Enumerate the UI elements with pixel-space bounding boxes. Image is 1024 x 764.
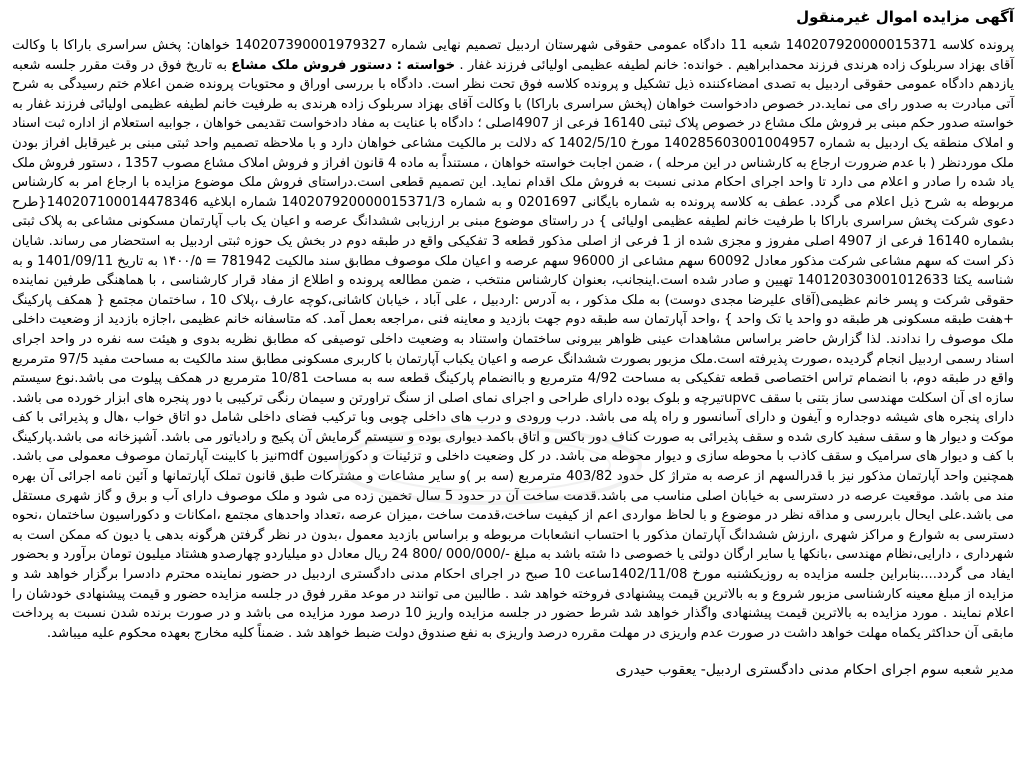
signature: مدیر شعبه سوم اجرای احکام مدنی دادگستری اردبیل- یعقوب حیدری [615,662,1014,679]
notice-title: آگهی مزایده اموال غیرمنقول [796,8,1014,26]
notice-body-intro: پرونده کلاسه 140207920000015371 شعبه 11 دادگاه عمومی حقوقی شهرستان اردبیل تصمیم نهایی شماره 140207390001979327 خواهان: پخش سراسری باراکا با وکالت آقای بهزاد سربلوک زاده هرندی فرزند محمدابراهیم . خوانده: خانم لطیفه عظیمی اولیائی فرزند غفار . [12,38,1014,73]
notice-body-main: به تاریخ فوق در وقت مقرر جلسه شعبه یازدهم دادگاه عمومی حقوقی اردبیل به تصدی امضاءکننده ذیل تشکیل و پرونده کلاسه فوق تحت نظر است. دادگاه با بررسی اوراق و محتویات پرونده ضمن اعلام ختم رسیدگی به شرح آتی مبادرت به صدور رای می نماید.در خصوص دادخواست خواهان (پخش سراسری باراکا) با وکالت آقای بهزاد سربلوک زاده هرندی به طرفیت خانم لطیفه عظیمی اولیائی فرزند غفار به خواسته صدور حکم مبنی بر فروش ملک مشاع در خصوص پلاک ثبتی 16140 فرعی از 4907اصلی ؛ دادگاه با عنایت به مفاد دادخواست تقدیمی خواهان ، جوابیه استعلام از اداره ثبت اسناد و املاک منطقه یک اردبیل به شماره 140285603001004957 مورخ 1402/5/10 که دلالت بر مالکیت مشاعی خواهان دارد و با ملاحظه تصمیم واحد ثبتی مبنی بر غیرقابل افراز بودن ملک موردنظر ( با عدم ضرورت ارجاع به کارشناس در این مرحله ) ، ضمن اجابت خواسته خواهان ، مستنداً به ماده 4 قانون افراز و فروش املاک مشاع مصوب 1357 ، دستور فروش ملک یاد شده را صادر و اعلام می دارد تا واحد اجرای احکام مدنی نسبت به فروش ملک اقدام نماید. این تصمیم قطعی است.دراستای فروش ملک موضوع مزایده با ارجاع امر به کارشناس مربوطه به شرح ذیل اعلام می گردد. عطف به کلاسه پرونده به شماره بایگانی 0201697 و به شماره 140207920000015371/3 شماره ابلاغیه 140207100014478346{طرح دعوی شرکت پخش سراسری باراکا با طرفیت خانم لطیفه عظیمی اولیائی } در راستای موضوع مبنی بر ارزیابی ششدانگ عرصه و اعیان یک باب آپارتمان مسکونی مشاعی به پلاک ثبتی بشماره 16140 فرعی از 4907 اصلی مفروز و مجزی شده از 1 فرعی از اصلی مذکور قطعه 3 تفکیکی واقع در طبقه دوم در بخش یک حوزه ثبتی اردبیل به استحضار می رساند. شایان ذکر است که سهم مشاعی شرکت مذکور معادل 60092 سهم مشاعی از 96000 سهم عرصه و اعیان ملک موصوف مطابق سند مالکیت 781942 = ۱۴۰۰/۵ به تاریخ 1401/09/11 و به شناسه یکتا 140120303001012633 تهیین و صادر شده است.اینجانب، بعنوان کارشناس منتخب ، ضمن مطالعه پرونده و اطلاع از مفاد قرار کارشناسی ، با هماهنگی طرفین نماینده حقوقی شرکت و پسر خانم عظیمی(آقای علیرضا مجدی دوست) به ملک مذکور ، به آدرس :اردبیل ، علی آباد ، خیابان کاشانی،کوچه عارف ،پلاک 10 ، ساختمان مجتمع { همکف پارکینگ +هفت طبقه مسکونی هر طبقه دو واحد یا تک واحد } ،واحد آپارتمان سه طبقه دوم جهت بازدید و معاینه فنی ،مراجعه بعمل آمد. که متاسفانه خانم عظیمی ،اجازه بازدید از وضعیت داخلی ملک موصوف را ندادند. لذا گزارش حاضر براساس مشاهدات عینی ظواهر بیرونی ساختمان واستناد به وضعیت داخلی توصیفی که مطابق نظریه بدوی و هیئت سه نفره در واحد اجرای اسناد رسمی اردبیل انجام گردیده ،صورت پذیرفته است.ملک مزبور بصورت ششدانگ عرصه و اعیان یکباب آپارتمان با کاربری مسکونی مطابق سند مالکیت به مساحت مفید 97/5 مترمربع واقع در طبقه دوم، با انضمام تراس اختصاصی قطعه تفکیکی به مساحت 4/92 مترمربع و باانضمام پارکینگ قطعه سه به مساحت 10/81 مترمربع در همکف پیلوت می باشد.نوع سیستم سازه ای آن اسکلت مهندسی ساز بتنی با سقف upvcتیرچه و بلوک بوده دارای طراحی و اجرای نمای اصلی از سنگ تراورتن و سیمان رنگی ترکیبی با دور پنجره های ابزار خورده می باشد. دارای پنجره های شیشه دوجداره و آیفون و دارای آسانسور و راه پله می باشد. درب ورودی و درب های داخلی چوبی وبا ترکیب فضای داخلی شامل دو اتاق خواب ،هال و پذیرائی با کف موکت و دیوار ها و سقف سفید کاری شده و سقف پذیرائی به صورت کناف دور باکس و اتاق باکمد دیواری بوده و سیستم گرمایش آن پکیج و رادیاتور می باشد. آشپزخانه می باشد.پارکینگ با کف و دیوار های سرامیک و سقف کاذب با محوطه سازی و دیوار محوطه می باشد. در کل وضعیت داخلی و تزئینات و دکوراسیون mdfنیز با کابینت آپارتمان موصوف معمولی می باشد. همچنین واحد آپارتمان مذکور نیز با قدرالسهم از عرصه به متراژ کل حدود 403/82 مترمربع (سه بر )و سایر مشاعات و مشترکات طبق قانون تملک آپارتمانها و آئین نامه اجرائی آن بهره مند می باشد. موقعیت عرصه در دسترسی به خیابان اصلی مناسب می باشد.قدمت ساخت آن در حدود 5 سال تخمین زده می شود و ملک موصوف دارای آب و برق و گاز شهری مستقل می باشد.علی ایحال بابررسی و مداقه نظر در موضوع و با لحاظ مواردی اعم از کیفیت ساخت،قدمت ساخت ،میزان عرصه ،تعداد واحدهای مجتمع ،امکانات و دکوراسیون ساختمان ،نحوه دسترسی به شوارع و مراکز شهری ،ارزش ششدانگ آپارتمان مذکور با احتساب انشعابات مربوطه و براساس بازدید معمول ،بدون در نظر گرفتن هرگونه بدهی یا دیون که ممکن است به شهرداری ، دارایی،نظام مهندسی ،بانکها یا سایر ارگان دولتی یا خصوصی دا شته باشد به مبلغ -/000/000 /800 24 ریال معادل دو میلیاردو چهارصدو هشتاد میلیون تومان برآورد و بحضور ایفاد می گردد....بنابراین جلسه مزایده به روزیکشنبه مورخ 1402/11/08ساعت 10 صبح در اجرای احکام مدنی دادگستری اردبیل در حضور نماینده محترم دادسرا برگزار خواهد شد و مزایده از مبلغ معینه کارشناسی مزبور شروع و به بالاترین قیمت پیشنهادی فروخته خواهد شد . طالبین می توانند در موعد مقرر فوق در جلسه مزایده حضور و قیمت پیشنهادی خودشان را اعلام نمایند . مورد مزایده به بالاترین قیمت پیشنهادی واگذار خواهد شد شرط حضور در جلسه مزایده واریز 10 درصد مورد مزایده می باشد و در صورت برنده شدن نسبت به پرداخت مابقی آن حداکثر یکماه مهلت خواهد داشت در صورت عدم واریزی در مهلت مقرره درصد واریزی به نفع صندوق دولت ضبط خواهد شد . ضمناً کلیه مخارج بعهده محکوم علیه میباشد. [12,57,1015,641]
notice-body [12,36,1014,643]
notice-claim: خواسته : دستور فروش ملک مشاع [231,57,456,73]
